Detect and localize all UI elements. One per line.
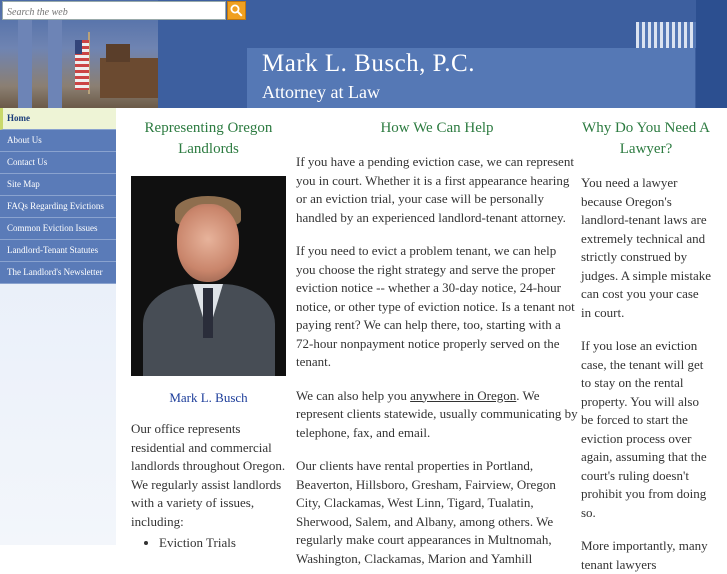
flag-icon: [75, 40, 89, 90]
magnifier-icon: [230, 4, 243, 17]
sidebar-item-eviction-issues[interactable]: Common Eviction Issues: [0, 218, 116, 240]
left-column: [131, 118, 286, 551]
site-title: Mark L. Busch, P.C.: [262, 50, 475, 77]
p3-text-start: We can also help you: [296, 387, 411, 403]
right-paragraph-2: If you lose an eviction case, the tenant will get to stay on the rental property. You will also be forced to start the eviction process over again, assuming that the court's ruling doesn't prohibit you from doing so.: [581, 338, 707, 520]
courtroom-pillar: [48, 20, 62, 108]
search-input[interactable]: [3, 4, 221, 22]
sidebar-item-statutes[interactable]: Landlord-Tenant Statutes: [0, 240, 116, 262]
courtroom-pillar: [18, 20, 32, 108]
photo-face: [177, 204, 239, 282]
left-column-paragraph: Our office represents residential and commercial landlords throughout Oregon. We regularly assist landlords with a variety of issues, including:: [131, 421, 286, 529]
sidebar-item-site-map[interactable]: Site Map: [0, 174, 116, 196]
header-right-panel: [696, 0, 727, 108]
photo-tie: [203, 288, 213, 338]
search-box: [2, 1, 226, 20]
p3-text-end: . We represent clients statewide, usually communicating by telephone, fax, and email.: [296, 387, 578, 440]
photo-caption: Mark L. Busch: [169, 390, 248, 405]
site-subtitle: Attorney at Law: [262, 82, 380, 102]
right-column-heading: Why Do You Need A Lawyer?: [582, 120, 710, 157]
anywhere-in-oregon-link[interactable]: anywhere in Oregon: [410, 387, 517, 403]
sidebar-nav: [0, 108, 116, 284]
right-paragraph-1: You need a lawyer because Oregon's landlord-tenant laws are extremely technical and strictly construed by judges. A simple mistake can cost you your case in court.: [581, 175, 711, 320]
right-column: [581, 118, 711, 574]
issues-list: [131, 535, 286, 551]
search-button[interactable]: [227, 1, 246, 20]
list-item: • Eviction Trials: [159, 535, 286, 551]
center-paragraph-2: If you need to evict a problem tenant, we can help you choose the right strategy and serve the proper eviction notice -- whether a 30-day notice, 24-hour notice, or other type of eviction notice. Is a tenant not paying rent? We can help there, too, starting with a 72-hour nonpayment notice properly served on the tenant.: [296, 243, 575, 369]
center-paragraph-3: [296, 387, 578, 443]
center-paragraph-4: Our clients have rental properties in Portland, Beaverton, Hillsboro, Gresham, Fairview, Oregon City, Clackamas, West Linn, Tigard, Tualatin, Sherwood, Salem, and Albany, among others. We regularly make court appearances in Multnomah, Washington, Clackamas, Marion and Yamhill: [296, 458, 556, 566]
sidebar-item-faqs[interactable]: FAQs Regarding Evictions: [0, 196, 116, 218]
judge-bench: [100, 58, 158, 98]
left-column-heading: Representing Oregon Landlords: [144, 120, 273, 157]
header-stripes: [636, 22, 696, 48]
sidebar-item-contact-us[interactable]: Contact Us: [0, 152, 116, 174]
attorney-photo: [131, 176, 286, 376]
sidebar-item-newsletter[interactable]: The Landlord's Newsletter: [0, 262, 116, 284]
site-header: [0, 0, 727, 108]
center-paragraph-1: If you have a pending eviction case, we can represent you in court. Whether it is a first appearance hearing or an eviction trial, your case will be personally handled by an experienced landlord-tenant attorney.: [296, 154, 574, 225]
sidebar-item-home[interactable]: Home: [0, 108, 116, 130]
sidebar-item-about-us[interactable]: About Us: [0, 130, 116, 152]
right-paragraph-3: More importantly, many tenant lawyers: [581, 538, 708, 572]
sidebar: [0, 108, 116, 545]
center-column-heading: How We Can Help: [380, 120, 494, 136]
center-column: [296, 118, 578, 568]
